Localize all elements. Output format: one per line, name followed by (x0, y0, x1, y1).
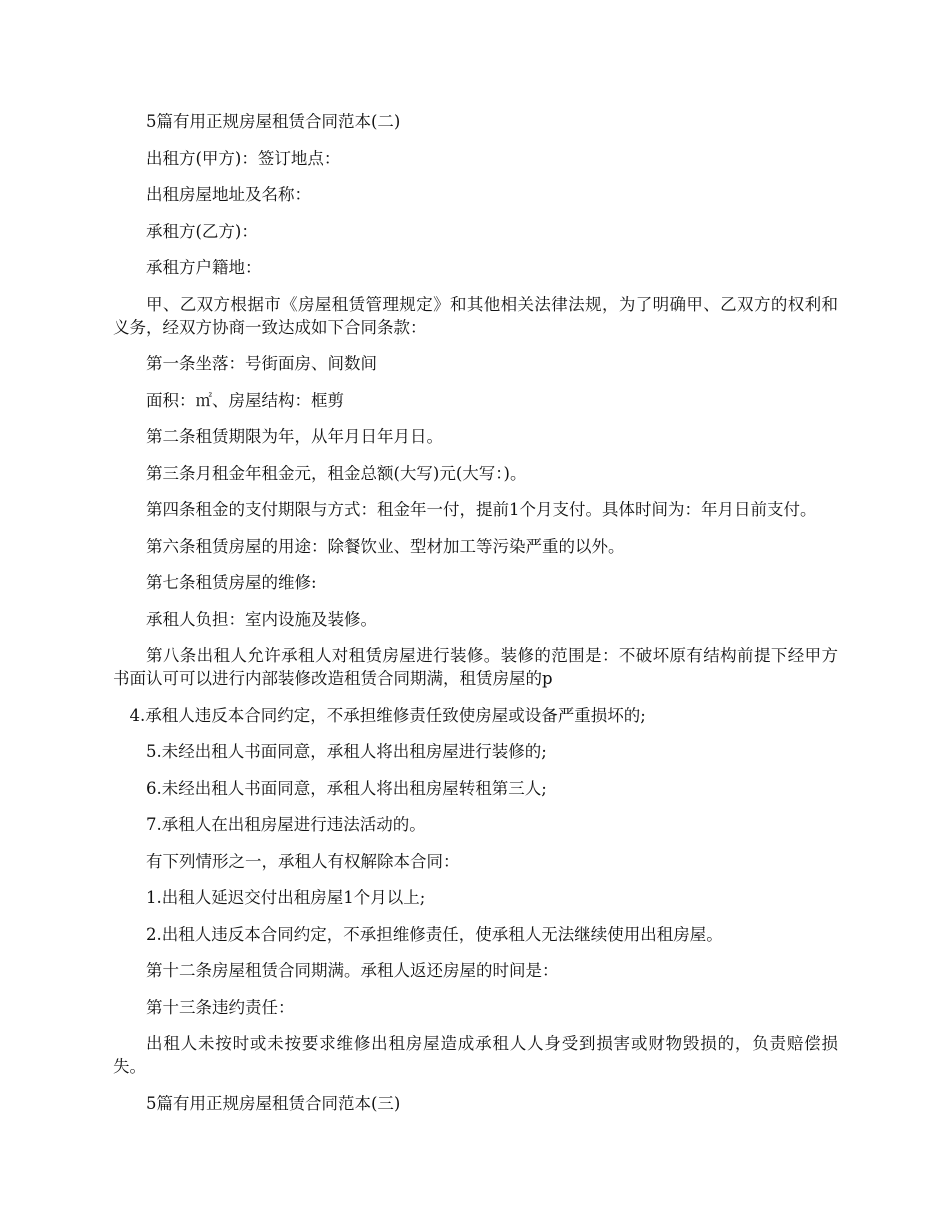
clause-item-7: 7.承租人在出租房屋进行违法活动的。 (146, 815, 426, 834)
lessee-burden-line: 承租人负担：室内设施及装修。 (146, 609, 377, 629)
article-13-liability: 第十三条违约责任： (146, 997, 295, 1017)
article-8-decoration: 第八条出租人允许承租人对租赁房屋进行装修。装修的范围是：不破坏原有结构前提下经甲方书面认可可以进行内部装修改造租赁合同期满，租赁房屋的p (113, 646, 838, 688)
article-1-location: 第一条坐落：号街面房、间数间 (146, 354, 377, 373)
lessee-line: 承租方(乙方)： (146, 221, 258, 241)
document-body (113, 110, 838, 1128)
article-4-payment: 第四条租金的支付期限与方式：租金年一付，提前1个月支付。具体时间为：年月日前支付。 (146, 500, 817, 519)
property-address-line: 出租房屋地址及名称： (146, 185, 311, 204)
clause-item-5: 5.未经出租人书面同意，承租人将出租房屋进行装修的; (146, 742, 547, 761)
lessor-line: 出租方(甲方)：签订地点： (146, 148, 341, 168)
area-structure-line: 面积：㎡、房屋结构：框剪 (146, 390, 344, 410)
termination-item-2: 2.出租人违反本合同约定，不承担维修责任，使承租人无法继续使用出租房屋。 (146, 924, 723, 944)
article-2-term: 第二条租赁期限为年，从年月日年月日。 (146, 427, 443, 446)
clause-item-4: 4.承租人违反本合同约定，不承担维修责任致使房屋或设备严重损坏的; (129, 705, 646, 725)
article-12-return: 第十二条房屋租赁合同期满。承租人返还房屋的时间是： (146, 961, 559, 980)
section-heading-3: 5篇有用正规房屋租赁合同范本(三) (146, 1093, 401, 1113)
article-6-usage: 第六条租赁房屋的用途：除餐饮业、型材加工等污染严重的以外。 (146, 536, 625, 556)
lessee-domicile-line: 承租方户籍地： (146, 258, 262, 277)
lessee-termination-intro: 有下列情形之一，承租人有权解除本合同： (146, 851, 460, 871)
termination-item-1: 1.出租人延迟交付出租房屋1个月以上; (146, 888, 426, 907)
preamble-paragraph: 甲、乙双方根据市《房屋租赁管理规定》和其他相关法律法规，为了明确甲、乙双方的权利和义务，经双方协商一致达成如下合同条款： (113, 294, 838, 337)
article-3-rent: 第三条月租金年租金元，租金总额(大写)元(大写：)。 (146, 463, 527, 483)
article-7-maintenance: 第七条租赁房屋的维修: (146, 573, 317, 592)
section-heading-2: 5篇有用正规房屋租赁合同范本(二) (146, 112, 401, 131)
clause-item-6: 6.未经出租人书面同意，承租人将出租房屋转租第三人; (146, 778, 547, 798)
liability-paragraph: 出租人未按时或未按要求维修出租房屋造成承租人人身受到损害或财物毁损的，负责赔偿损失。 (113, 1034, 838, 1076)
